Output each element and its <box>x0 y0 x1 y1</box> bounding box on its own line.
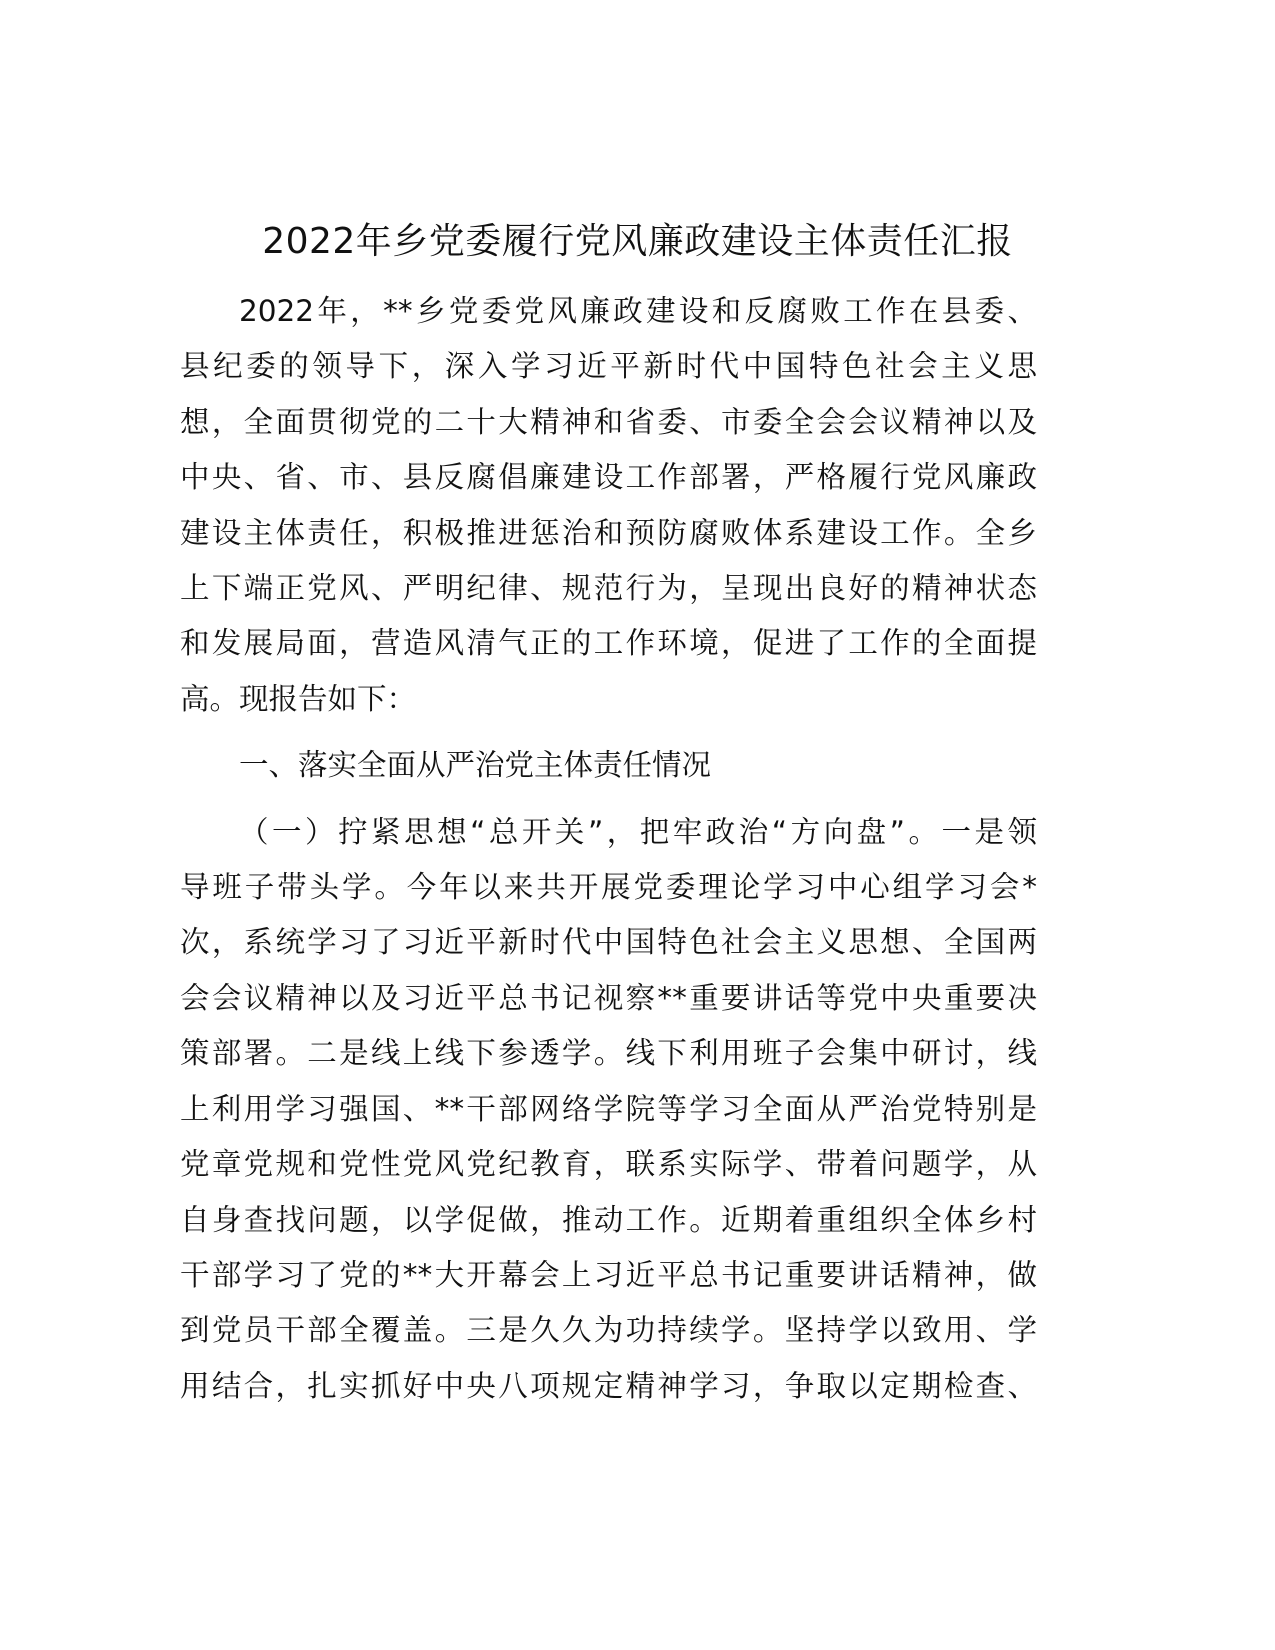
text-line: 和发展局面，营造风清气正的工作环境，促进了工作的全面提 <box>180 626 1037 661</box>
text-line: 建设主体责任，积极推进惩治和预防腐败体系建设工作。全乡 <box>180 515 1037 550</box>
intro-paragraph-continued <box>180 339 1037 727</box>
section-heading-text: 一、落实全面从严治党主体责任情况 <box>239 748 712 783</box>
section-paragraph <box>180 805 1037 860</box>
text-line: 2022年，**乡党委党风廉政建设和反腐败工作在县委、 <box>239 294 1037 328</box>
text-line: （一）拧紧思想“总开关”，把牢政治“方向盘”。一是领 <box>239 814 1037 849</box>
text-line: 到党员干部全覆盖。三是久久为功持续学。坚持学以致用、学 <box>180 1313 1037 1348</box>
text-line: 党章党规和党性党风党纪教育，联系实际学、带着问题学，从 <box>180 1147 1037 1182</box>
text-line: 次，系统学习了习近平新时代中国特色社会主义思想、全国两 <box>180 925 1037 960</box>
document-title: 2022年乡党委履行党风廉政建设主体责任汇报 <box>262 221 1013 262</box>
text-line: 高。现报告如下： <box>180 681 417 716</box>
text-line: 上下端正党风、严明纪律、规范行为，呈现出良好的精神状态 <box>180 571 1037 606</box>
text-line: 中央、省、市、县反腐倡廉建设工作部署，严格履行党风廉政 <box>180 460 1037 495</box>
text-line: 策部署。二是线上线下参透学。线下利用班子会集中研讨，线 <box>180 1036 1037 1071</box>
document-body <box>180 284 1037 1414</box>
text-line: 用结合，扎实抓好中央八项规定精神学习，争取以定期检查、 <box>180 1368 1037 1403</box>
text-line: 自身查找问题，以学促做，推动工作。近期着重组织全体乡村 <box>180 1202 1037 1237</box>
text-line: 想，全面贯彻党的二十大精神和省委、市委全会会议精神以及 <box>180 404 1037 439</box>
section-heading <box>180 738 1037 793</box>
text-line: 上利用学习强国、**干部网络学院等学习全面从严治党特别是 <box>180 1091 1037 1126</box>
section-paragraph-continued <box>180 860 1037 1414</box>
intro-paragraph <box>180 284 1037 339</box>
text-line: 干部学习了党的**大开幕会上习近平总书记重要讲话精神，做 <box>180 1257 1037 1292</box>
text-line: 导班子带头学。今年以来共开展党委理论学习中心组学习会* <box>180 870 1037 905</box>
text-line: 会会议精神以及习近平总书记视察**重要讲话等党中央重要决 <box>180 980 1037 1015</box>
text-line: 县纪委的领导下，深入学习近平新时代中国特色社会主义思 <box>180 349 1037 384</box>
